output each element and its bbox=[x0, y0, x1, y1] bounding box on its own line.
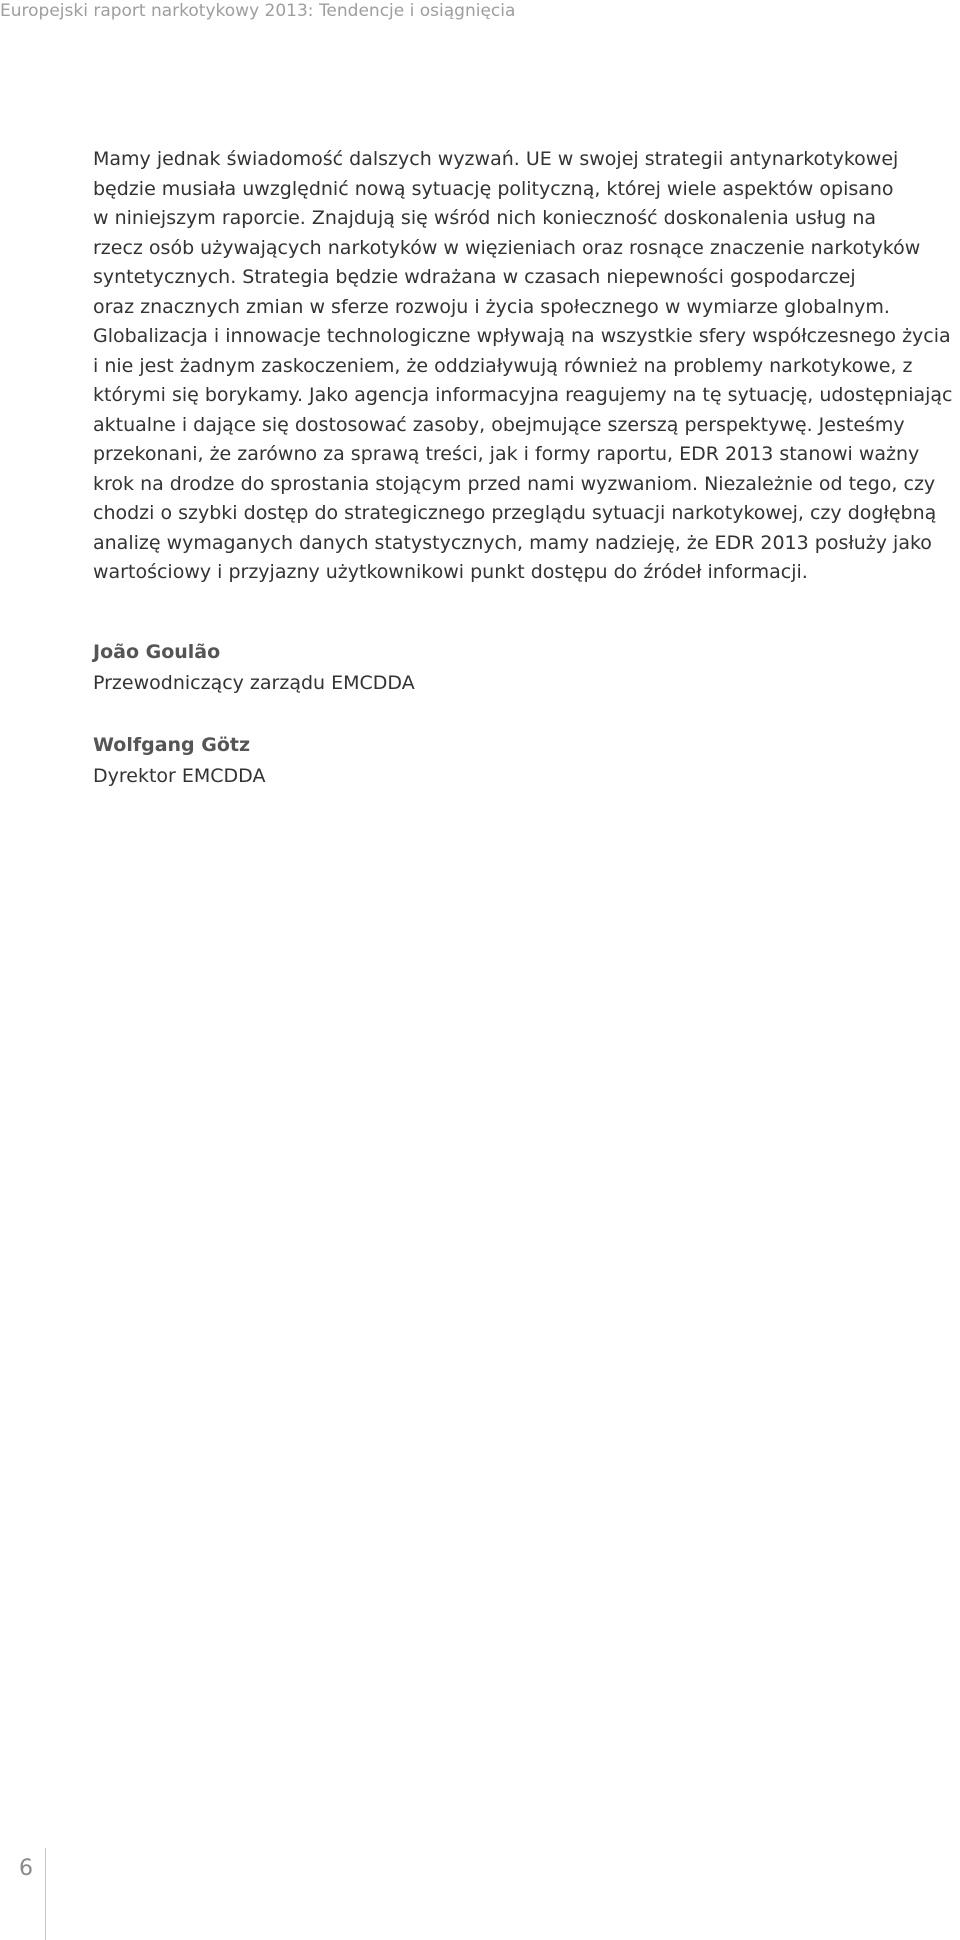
paragraph-line: chodzi o szybki dostęp do strategicznego przeglądu sytuacji narkotykowej, czy dogłębną bbox=[93, 502, 937, 524]
paragraph-line: wartościowy i przyjazny użytkownikowi punkt dostępu do źródeł informacji. bbox=[93, 561, 808, 583]
signatory-title: Dyrektor EMCDDA bbox=[93, 765, 266, 787]
signatory-name: João Goulão bbox=[93, 641, 221, 663]
paragraph-line: analizę wymaganych danych statystycznych, mamy nadzieję, że EDR 2013 posłuży jako bbox=[93, 531, 932, 554]
paragraph-line: Globalizacja i innowacje technologiczne wpływają na wszystkie sfery współczesnego życia bbox=[93, 325, 951, 347]
paragraph-line: przekonani, że zarówno za sprawą treści, jak i formy raportu, EDR 2013 stanowi ważny bbox=[93, 443, 920, 465]
signatory-name: Wolfgang Götz bbox=[93, 734, 251, 756]
body-paragraph bbox=[93, 145, 953, 588]
paragraph-line: syntetycznych. Strategia będzie wdrażana w czasach niepewności gospodarczej bbox=[93, 266, 856, 288]
signature-block-director bbox=[93, 730, 265, 792]
paragraph-line: aktualne i dające się dostosować zasoby, obejmujące szerszą perspektywę. Jesteśmy bbox=[93, 413, 905, 436]
page-footer bbox=[0, 1848, 60, 1940]
paragraph-line: którymi się borykamy. Jako agencja informacyjna reagujemy na tę sytuację, udostępniając bbox=[93, 384, 953, 406]
page-number: 6 bbox=[19, 1856, 33, 1881]
paragraph-line: oraz znacznych zmian w sferze rozwoju i życia społecznego w wymiarze globalnym. bbox=[93, 295, 890, 318]
paragraph-line: rzecz osób używających narkotyków w więzieniach oraz rosnące znaczenie narkotyków bbox=[93, 236, 921, 259]
paragraph-line: i nie jest żadnym zaskoczeniem, że oddziaływują również na problemy narkotykowe, z bbox=[93, 354, 913, 377]
paragraph-line: w niniejszym raporcie. Znajdują się wśród nich konieczność doskonalenia usług na bbox=[93, 207, 877, 229]
signatory-title: Przewodniczący zarządu EMCDDA bbox=[93, 672, 415, 694]
footer-divider bbox=[45, 1848, 46, 1940]
paragraph-line: będzie musiała uwzględnić nową sytuację polityczną, której wiele aspektów opisano bbox=[93, 177, 894, 200]
paragraph-line: Mamy jednak świadomość dalszych wyzwań. UE w swojej strategii antynarkotykowej bbox=[93, 148, 899, 170]
paragraph-line: krok na drodze do sprostania stojącym przed nami wyzwaniom. Niezależnie od tego, czy bbox=[93, 472, 936, 495]
signature-block-chair bbox=[93, 637, 415, 699]
running-header: Europejski raport narkotykowy 2013: Tendencje i osiągnięcia bbox=[0, 1, 516, 21]
